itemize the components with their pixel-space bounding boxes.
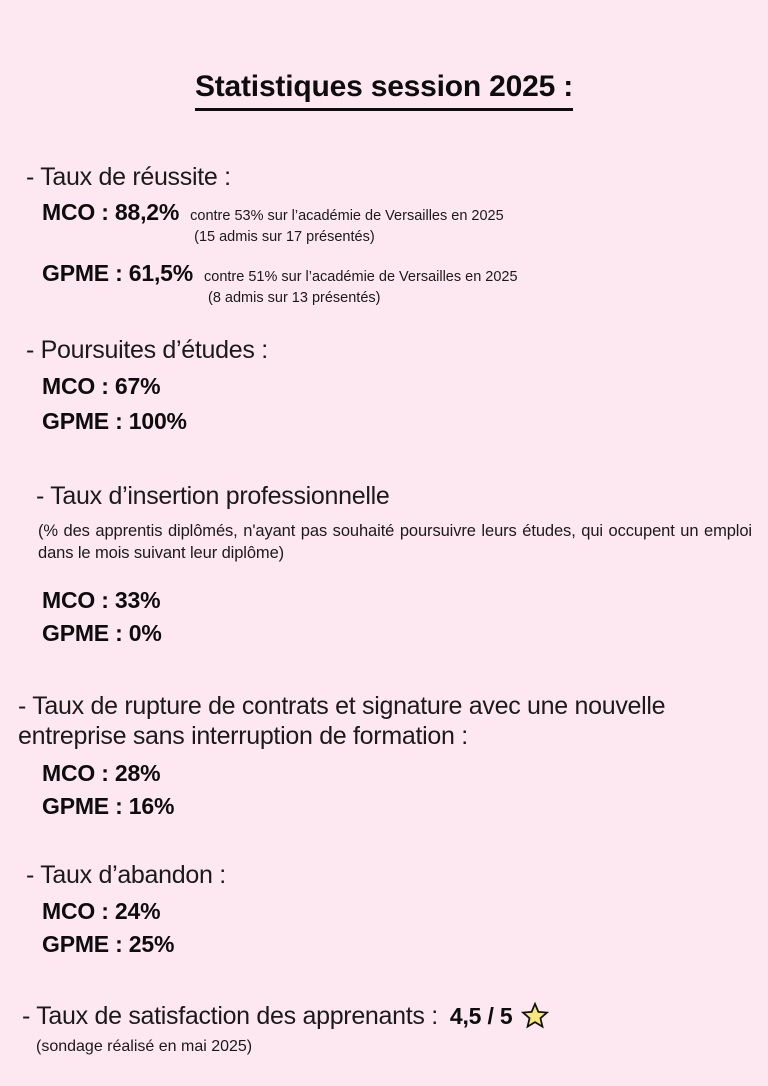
metric-row <box>0 586 768 615</box>
section-taux-de-reussite <box>0 162 768 310</box>
metric-row <box>0 759 768 788</box>
metric-label: MCO : 88,2% <box>42 199 180 226</box>
metric-row <box>0 198 768 248</box>
satisfaction-caption: (sondage réalisé en mai 2025) <box>36 1037 253 1055</box>
metric-label: GPME : 16% <box>42 792 175 819</box>
section-heading: - Taux d’insertion professionnelle <box>36 481 390 510</box>
metric-note <box>204 267 518 309</box>
metric-note-sub: (8 admis sur 13 présentés) <box>208 290 381 307</box>
section-taux-dinsertion-professionnelle <box>0 481 768 649</box>
section-taux-de-rupture-de-contrats <box>0 691 768 822</box>
metric-label: MCO : 67% <box>42 372 161 399</box>
metric-label: MCO : 24% <box>42 897 161 924</box>
satisfaction-score: 4,5 / 5 <box>449 1002 513 1029</box>
metric-label: GPME : 25% <box>42 931 175 958</box>
metric-label: GPME : 61,5% <box>42 260 193 287</box>
section-heading: - Taux de rupture de contrats et signature avec une nouvelle entreprise sans interruption de formation : <box>18 691 666 751</box>
section-taux-de-satisfaction <box>0 1002 768 1058</box>
section-taux-dabandon <box>0 860 768 959</box>
metric-label: GPME : 0% <box>42 620 162 647</box>
metric-row <box>0 930 768 959</box>
page-title-container <box>0 0 768 131</box>
section-heading: - Taux de satisfaction des apprenants : <box>22 1001 438 1030</box>
metric-label: MCO : 28% <box>42 759 161 786</box>
metric-row <box>0 897 768 926</box>
section-heading: - Poursuites d’études : <box>26 336 268 365</box>
metric-row <box>0 259 768 309</box>
section-heading: - Taux de réussite : <box>26 162 231 191</box>
metric-row <box>0 792 768 821</box>
satisfaction-row <box>0 1002 768 1031</box>
metric-note-main: contre 51% sur l’académie de Versailles en 2025 <box>204 269 518 286</box>
metric-note-main: contre 53% sur l’académie de Versailles en 2025 <box>190 208 504 225</box>
metric-label: MCO : 33% <box>42 586 161 613</box>
section-poursuites-detudes <box>0 335 768 436</box>
metric-label: GPME : 100% <box>42 408 187 435</box>
metric-row <box>0 619 768 648</box>
metric-row <box>0 407 768 436</box>
metric-row <box>0 372 768 401</box>
page-title: Statistiques session 2025 : <box>195 70 573 111</box>
metric-note <box>190 206 504 248</box>
section-heading: - Taux d’abandon : <box>26 861 226 890</box>
metric-note-sub: (15 admis sur 17 présentés) <box>194 229 375 246</box>
star-icon <box>521 1002 549 1030</box>
section-fineprint: (% des apprentis diplômés, n'ayant pas souhaité poursuivre leurs études, qui occupent un emploi dans le mois suivant leur diplôme) <box>38 522 752 563</box>
